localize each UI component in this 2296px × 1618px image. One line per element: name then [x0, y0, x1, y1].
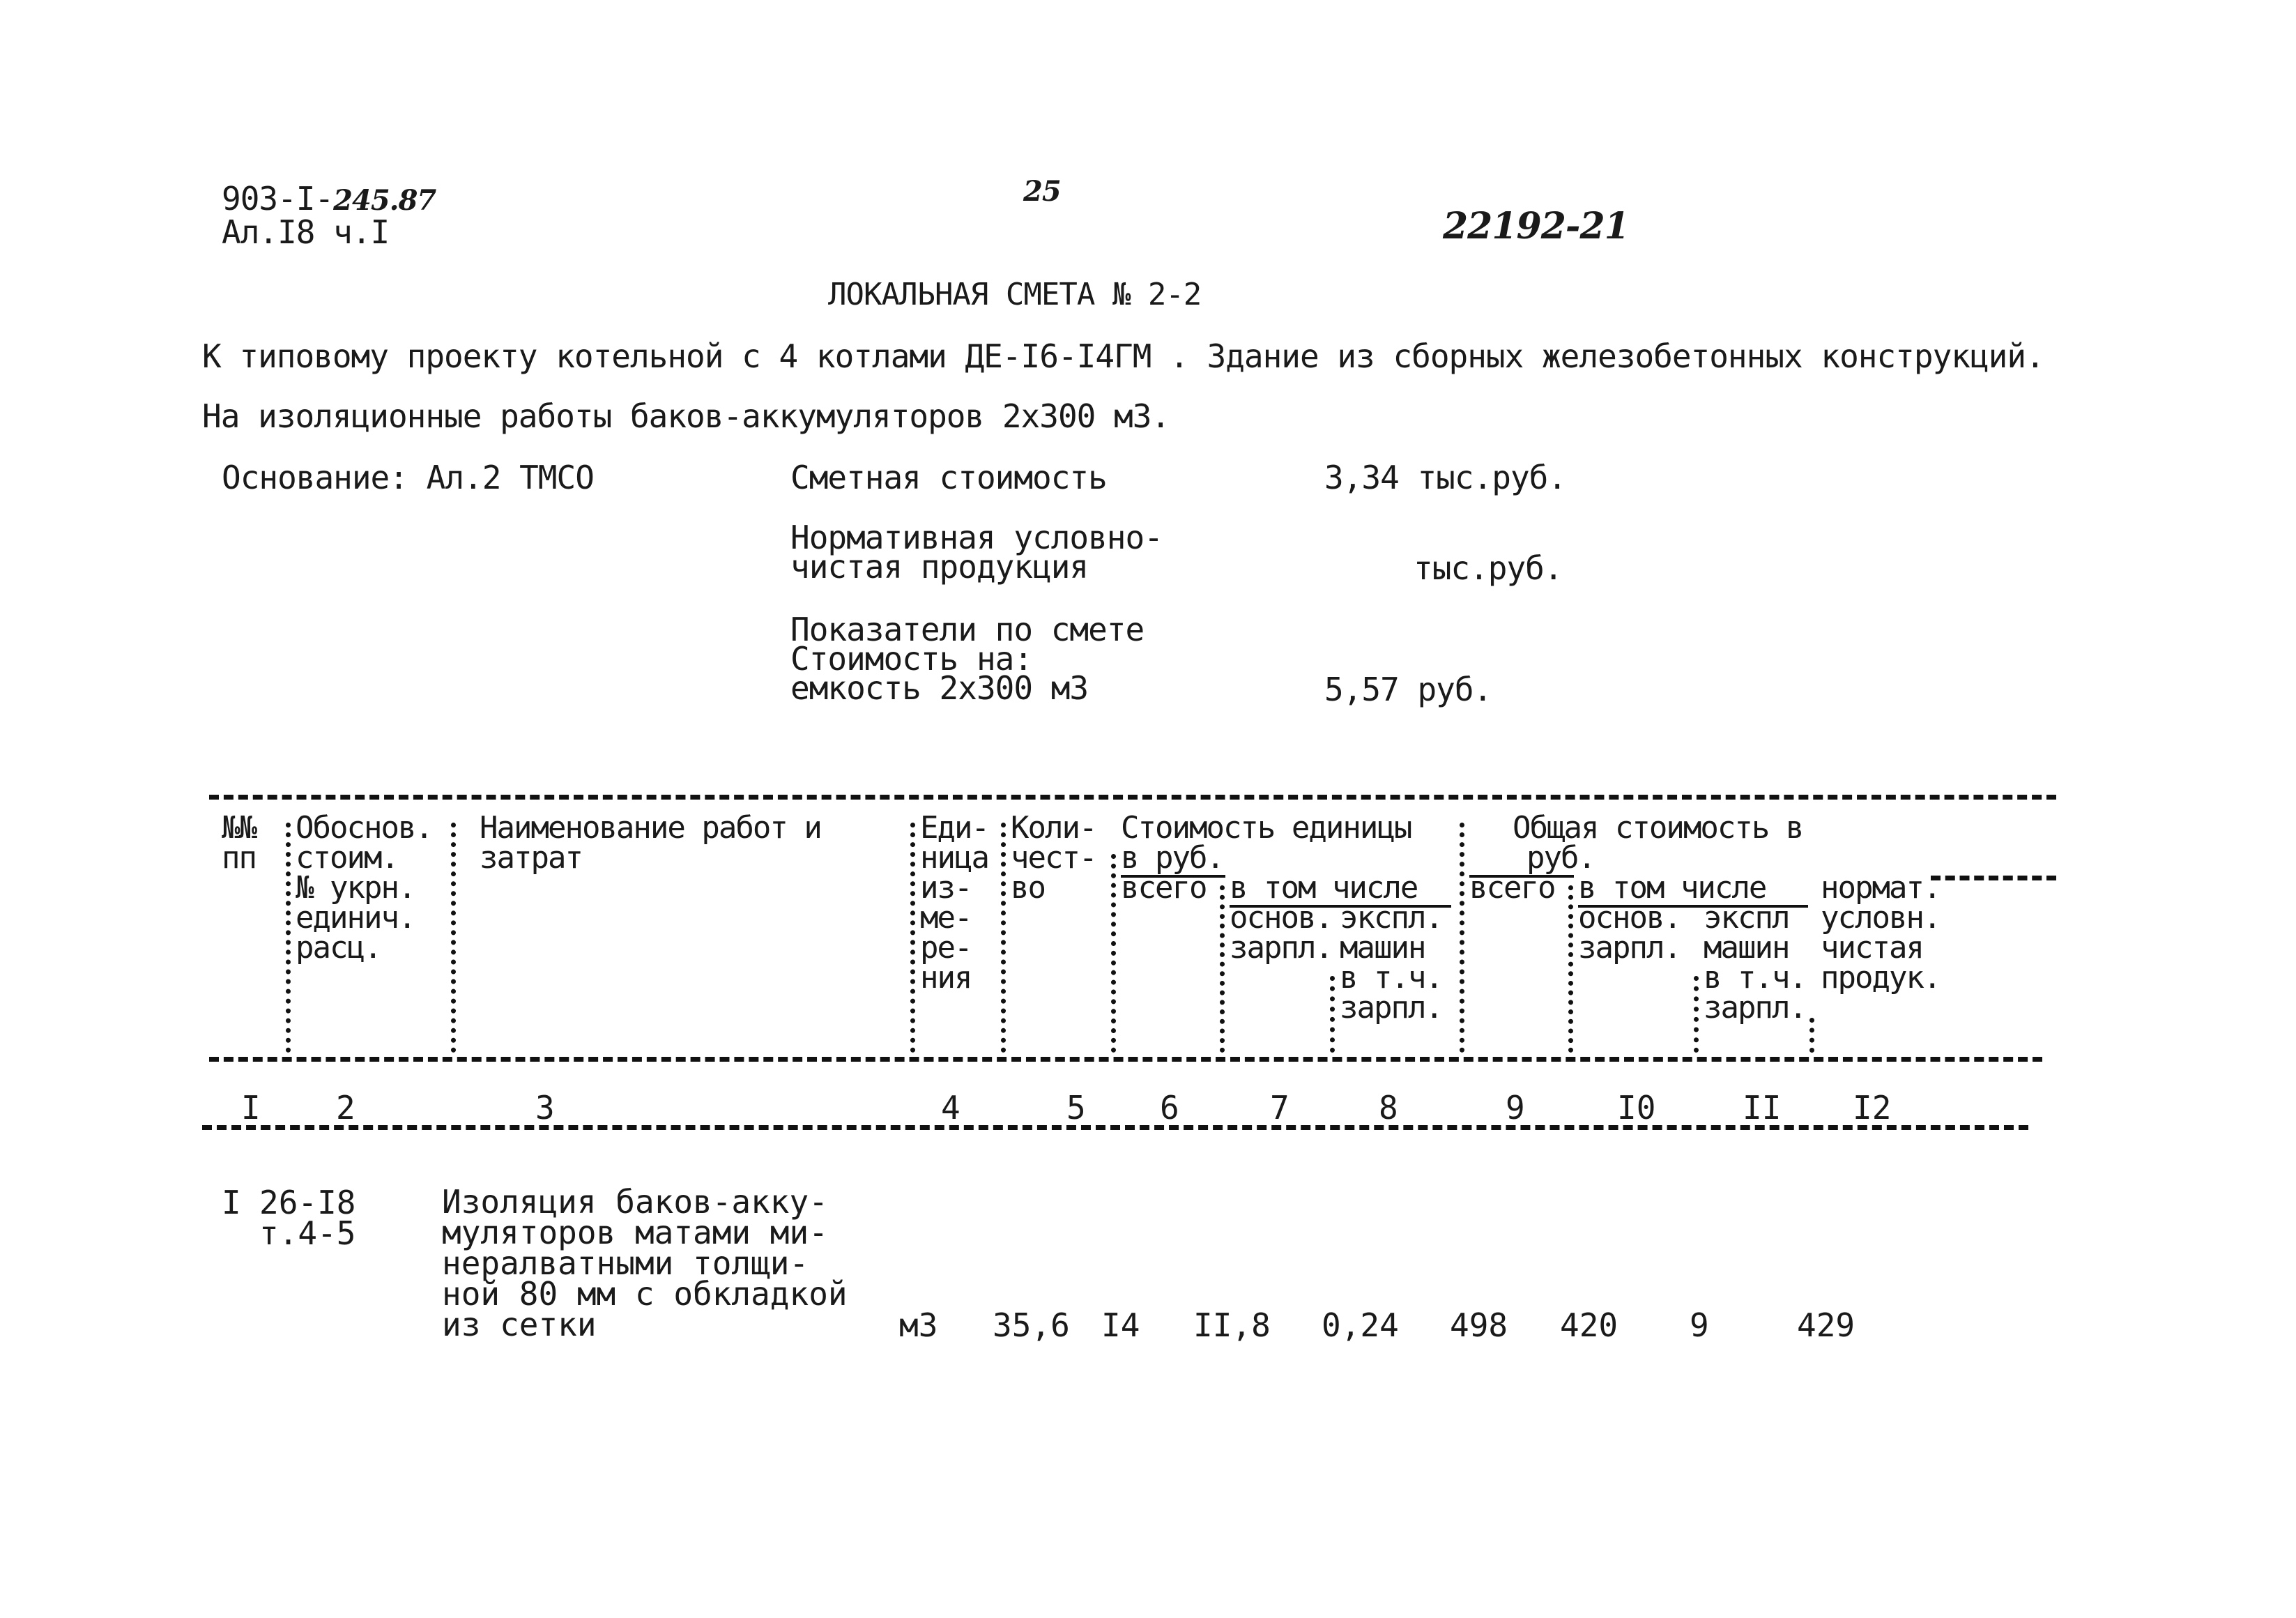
- row-basis-1: 26-I8: [259, 1184, 356, 1221]
- column-separator: [1220, 885, 1225, 1053]
- table-top-rule: [209, 795, 2056, 800]
- header-normative-product: нормат. условн. чистая продук.: [1821, 870, 1941, 995]
- column-number: II: [1743, 1089, 1782, 1127]
- row-total-base-wage: 420: [1560, 1306, 1618, 1344]
- doc-code: [222, 180, 436, 217]
- indicators-label-2: Стоимость на:: [790, 640, 1033, 678]
- column-separator: [1001, 823, 1006, 1053]
- column-number: I: [241, 1089, 261, 1127]
- header-work-name: Наименование работ и затрат: [480, 810, 821, 876]
- column-separator: [910, 823, 915, 1053]
- column-number: 3: [535, 1089, 555, 1127]
- column-separator: [1330, 976, 1335, 1053]
- row-total-machine: 9: [1690, 1306, 1709, 1344]
- row-normative-product: 429: [1797, 1306, 1855, 1344]
- header-total-machine: экспл машин в т.ч. зарпл.: [1704, 900, 1806, 1025]
- header-basis: Обоснов. стоим. № укрн. единич. расц.: [296, 810, 432, 966]
- column-number: 4: [941, 1089, 961, 1127]
- column-number: 2: [336, 1089, 355, 1127]
- header-unit-cost-rub: в руб.: [1121, 840, 1223, 876]
- normative-label-1: Нормативная условно-: [790, 519, 1163, 556]
- header-unit-incl: в том числе: [1230, 870, 1418, 906]
- indicators-label-1: Показатели по смете: [790, 611, 1145, 648]
- column-separator: [1694, 976, 1699, 1053]
- header-total-cost-rub: руб.: [1526, 840, 1595, 876]
- indicators-value: 5,57 руб.: [1324, 671, 1492, 708]
- header-unit: Еди- ница из- ме- ре- ния: [920, 810, 988, 995]
- row-work-name: Изоляция баков-акку- муляторов матами ми- нералватными толщи- ной 80 мм с обкладкой из сетки: [442, 1183, 848, 1343]
- header-total-incl: в том числе: [1578, 870, 1766, 906]
- column-separator: [1809, 1018, 1814, 1053]
- column-number: I0: [1617, 1089, 1656, 1127]
- header-total-total: всего: [1469, 870, 1555, 906]
- row-unit-total: I4: [1101, 1306, 1140, 1344]
- estimated-cost-value: 3,34 тыс.руб.: [1324, 459, 1567, 496]
- row-total: 498: [1450, 1306, 1508, 1344]
- registration-number: 22192-21: [1443, 205, 1629, 247]
- album-label: Ал.I8 ч.I: [222, 213, 390, 251]
- normative-value: тыс.руб.: [1414, 549, 1563, 587]
- intro-line-1: К типовому проекту котельной с 4 котлами ДЕ-I6-I4ГМ . Здание из сборных железобетонных конструкций.: [202, 337, 2044, 375]
- doc-code-hand: 245.87: [333, 184, 436, 217]
- column-separator: [1568, 885, 1573, 1053]
- doc-code-prefix: 903-I-: [222, 180, 334, 217]
- table-header-short-rule: [1931, 876, 2056, 880]
- column-separator: [451, 823, 456, 1053]
- table-header-bottom-rule: [209, 1057, 2042, 1062]
- column-separator: [286, 823, 291, 1053]
- document-title: ЛОКАЛЬНАЯ СМЕТА № 2-2: [828, 277, 1202, 312]
- normative-label-2: чистая продукция: [790, 548, 1089, 586]
- column-number: 9: [1506, 1089, 1525, 1127]
- row-quantity: 35,6: [993, 1306, 1070, 1344]
- row-basis-2: т.4-5: [259, 1214, 356, 1252]
- row-number: I: [222, 1184, 241, 1221]
- header-unit-cost: Стоимость единицы: [1121, 810, 1411, 846]
- header-unit-machine: экспл. машин в т.ч. зарпл.: [1340, 900, 1442, 1025]
- row-unit-machine: 0,24: [1322, 1306, 1399, 1344]
- row-unit: м3: [899, 1306, 938, 1344]
- column-number: 6: [1160, 1089, 1179, 1127]
- header-total-cost: Общая стоимость в: [1513, 810, 1803, 846]
- intro-line-2: На изоляционные работы баков-аккумуляторов 2х300 м3.: [202, 397, 1170, 435]
- header-unit-base-wage: основ. зарпл.: [1230, 900, 1332, 966]
- column-number: 5: [1066, 1089, 1086, 1127]
- basis-text: Основание: Ал.2 ТМСО: [222, 459, 594, 496]
- column-number: I2: [1853, 1089, 1892, 1127]
- page-number: 25: [1023, 175, 1061, 208]
- column-number: 8: [1379, 1089, 1398, 1127]
- column-separator: [1111, 854, 1116, 1053]
- estimated-cost-label: Сметная стоимость: [790, 459, 1107, 496]
- row-unit-base-wage: II,8: [1193, 1306, 1271, 1344]
- indicators-label-3: емкость 2х300 м3: [790, 669, 1089, 707]
- header-total-base-wage: основ. зарпл.: [1578, 900, 1681, 966]
- column-separator: [1460, 823, 1464, 1053]
- header-number: №№ пп: [222, 810, 256, 876]
- column-number: 7: [1270, 1089, 1289, 1127]
- header-unit-total: всего: [1121, 870, 1207, 906]
- header-quantity: Коли- чест- во: [1011, 810, 1096, 906]
